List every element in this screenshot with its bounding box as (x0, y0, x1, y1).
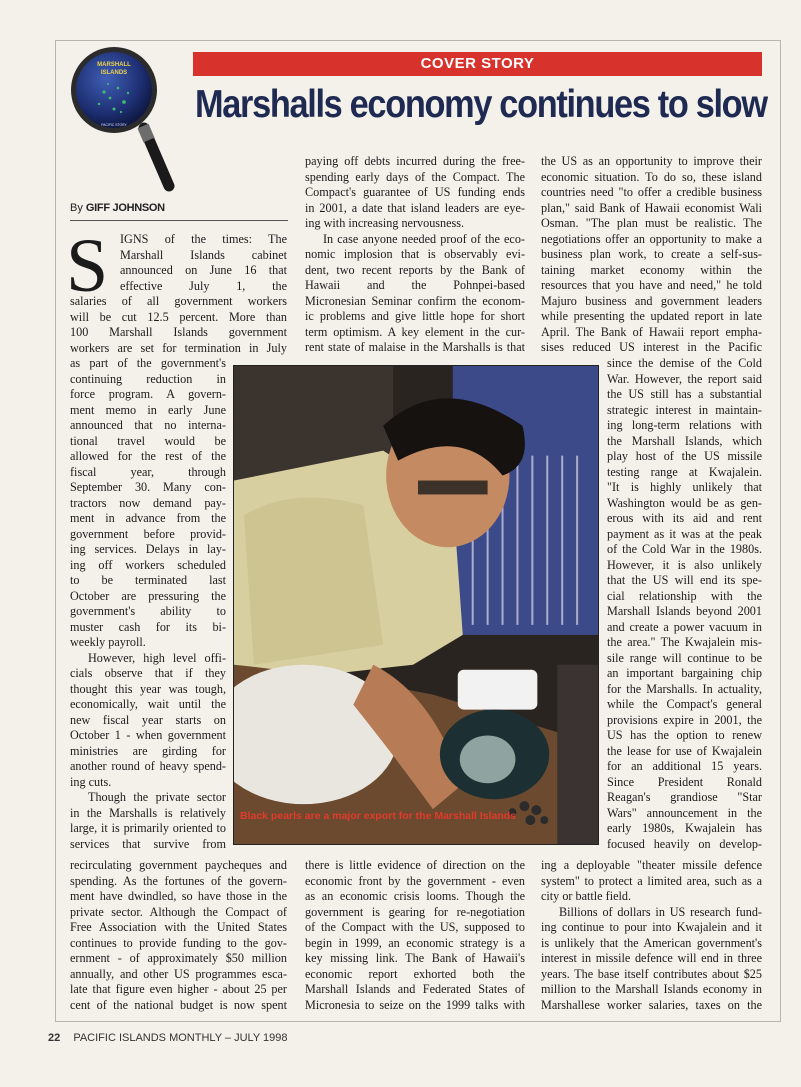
text-line: However, it is also unlikely (607, 557, 762, 572)
text-line: tional travel would be (70, 433, 226, 448)
text-line: strategic interest in maintain- (607, 402, 762, 417)
text-line: early 1980s, Kwajalein has (607, 821, 762, 835)
text-line: nomic implosion that is observably evi- (305, 247, 525, 261)
text-line: of the Compact with the US, supposed to (305, 920, 525, 934)
text-line: payment as it was at the peak (607, 526, 762, 541)
text-line: and create a power vacuum in (607, 619, 762, 634)
text-line: annually, and other US programmes esca- (70, 966, 287, 981)
text-line: economically, wait until the (70, 697, 226, 711)
text-line: focused heavily on develop- (607, 836, 762, 851)
text-line: services that survive from (70, 836, 226, 851)
text-line: in the Marshalls is relatively (70, 805, 226, 820)
text-line: economic front by the government - even (305, 873, 525, 888)
text-line: weekly payroll. (70, 635, 146, 649)
text-line: late that figure even higher - about 25 per (70, 982, 287, 996)
text-line: cials observe that if they (70, 666, 226, 680)
text-line: testing range at Kwajalein. (607, 464, 762, 479)
text-line: In case anyone needed proof of the eco- (323, 231, 525, 246)
text-line: Wars" announcement in the (607, 805, 762, 820)
text-line: April. The Bank of Hawaii report empha- (541, 324, 762, 339)
text-line: business plan work, to create a self-sus- (541, 247, 762, 261)
text-line: ing with increasing nervousness. (305, 216, 465, 230)
text-line: September 30. Many con- (70, 480, 226, 494)
text-line: in 2001, a date that island leaders are eye- (305, 200, 525, 215)
text-line: Marshall Islands and Federated States of (305, 982, 525, 996)
text-line: Marshall Islands cabinet (120, 247, 287, 262)
column-1-lead (120, 232, 287, 294)
text-line: that the US will end its spe- (607, 573, 762, 587)
text-line: will be cut 12.5 percent. More than (70, 309, 287, 324)
photo-black-pearls (233, 365, 599, 845)
text-line: sile range will continue to be (607, 650, 762, 665)
text-line: economic situation. To do so, these island (541, 169, 762, 184)
text-line: ing long-term relations with (607, 418, 762, 432)
text-line: years. The base itself contributes about $25 (541, 966, 762, 981)
column-1-continued (70, 294, 287, 356)
text-line: 100 Marshall Islands government (70, 325, 287, 339)
text-line: spending early days of the Compact. The (305, 169, 525, 184)
text-line: ernment - of approximately $50 million (70, 951, 287, 965)
byline-prefix: By (70, 202, 83, 214)
text-line: allowed for the rest of the (70, 449, 226, 463)
text-line: plan," said Bank of Hawaii economist Wali (541, 200, 762, 215)
text-line: the US as an opportunity to improve their (541, 154, 762, 168)
text-line: the area." The Kwajalein mis- (607, 635, 762, 649)
text-line: tractors now demand pay- (70, 495, 226, 510)
text-line: ment memo in early June (70, 402, 226, 417)
text-line: provisions expire in 2001, the (607, 712, 762, 727)
text-line: recirculating government paycheques and (70, 858, 287, 872)
text-line: another round of heavy spend- (70, 759, 226, 773)
column-1-wide (70, 858, 287, 1013)
magnifying-glass-map-icon (66, 46, 176, 192)
text-line: government's ability to (70, 604, 226, 618)
text-line: ic problems and give little hope for short (305, 309, 525, 323)
section-label: COVER STORY (193, 52, 762, 76)
text-line: Since President Ronald (607, 774, 762, 789)
column-2-bottom (305, 858, 525, 1013)
text-line: negotiations offer an opportunity to make a (541, 231, 762, 246)
byline-rule (70, 220, 288, 221)
text-line: ing services. Delays in lay- (70, 542, 226, 556)
text-line: October are pressuring the (70, 588, 226, 603)
text-line: while the Compact's general (607, 697, 762, 711)
text-line: dent, two recent reports by the Bank of (305, 262, 525, 277)
text-line: play host of the US missile (607, 449, 762, 463)
text-line: workers are set for termination in July (70, 340, 287, 355)
text-line: private sector. Although the Compact of (70, 904, 287, 919)
text-line: is unlikely that the American government's (541, 935, 762, 950)
text-line: ministries are girding for (70, 743, 226, 758)
column-3-bottom (541, 858, 762, 1013)
text-line: cent of the national budget is now spent (70, 997, 287, 1012)
text-line: as part of the government's (70, 356, 226, 370)
text-line: ing off workers scheduled (70, 557, 226, 572)
text-line: Majuro business and government leaders (541, 293, 762, 308)
column-1-narrow (70, 356, 226, 852)
column-2-top (305, 154, 525, 356)
text-line: government before provid- (70, 526, 226, 541)
text-line: large, it is primarily oriented to (70, 821, 226, 835)
text-line: fiscal year, through (70, 464, 226, 479)
text-line: countries need "to offer a credible business (541, 185, 762, 199)
text-line: Marshall Islands beyond 2001 (607, 604, 762, 618)
drop-cap: S (66, 224, 109, 308)
text-line: announced that no interna- (70, 418, 226, 432)
text-line: interest in missile defence will end in three (541, 951, 762, 965)
text-line: while presenting the updated report in late (541, 309, 762, 323)
text-line: the Marshall Islands, which (607, 433, 762, 448)
text-line: the lease for use of Kwajalein (607, 743, 762, 758)
text-line: Osman. "The plan must be realistic. The (541, 216, 762, 230)
text-line: there is little evidence of direction on the (305, 858, 525, 872)
text-line: Billions of dollars in US research fund- (559, 904, 762, 919)
text-line: spending. As the fortunes of the govern- (70, 873, 287, 888)
text-line: Micronesia to seize on the 1999 talks with (305, 997, 525, 1012)
text-line: Marshallese worker salaries, taxes on the (541, 997, 762, 1012)
text-line: begin in 1999, an economic strategy is a (305, 935, 525, 950)
text-line: Compact's guarantee of US funding ends (305, 185, 525, 199)
svg-text:ISLANDS: ISLANDS (100, 70, 128, 76)
text-line: War. However, the report said (607, 371, 762, 386)
text-line: sises reduced US interest in the Pacific (541, 340, 762, 354)
column-3-narrow (607, 356, 762, 852)
page-footer (48, 1032, 287, 1044)
text-line: million to the Marshall Islands economy in (541, 982, 762, 996)
text-line: the US still has a substantial (607, 387, 762, 401)
text-line: taining market economy within the (541, 262, 762, 277)
column-3-top (541, 154, 762, 356)
text-line: Hawaii and the Pohnpei-based (305, 278, 525, 292)
headline: Marshalls economy continues to slow (195, 83, 767, 126)
text-line: continuing reduction in (70, 371, 226, 386)
text-line: as an economic crisis looms. Though the (305, 889, 525, 903)
text-line: resources that you have and need," he told (541, 278, 762, 292)
text-line: paying off debts incurred during the free- (305, 154, 525, 168)
text-line: muster cash for its bi- (70, 619, 226, 634)
text-line: "It is highly unlikely that (607, 480, 762, 494)
text-line: Though the private sector (88, 790, 226, 804)
text-line: an important bargaining chip (607, 666, 762, 680)
text-line: ment have dwindled, so have those in the (70, 889, 287, 903)
text-line: government is gearing for re-negotiation (305, 904, 525, 919)
photo-caption: Black pearls are a major export for the Marshall Islands (240, 810, 517, 822)
text-line: salaries of all government workers (70, 294, 287, 308)
page-number: 22 (48, 1032, 61, 1044)
text-line: ing a deployable "theater missile defence (541, 858, 762, 872)
text-line: term optimism. A key element in the cur- (305, 324, 525, 339)
byline-author: GIFF JOHNSON (85, 202, 165, 214)
text-line: ment in advance from the (70, 511, 226, 525)
text-line: ing continue to pour into Kwajalein and it (541, 920, 762, 934)
logo-sub: PACIFIC STORY (101, 123, 127, 127)
text-line: IGNS of the times: The (120, 232, 287, 246)
text-line: city or battle field. (541, 889, 632, 903)
text-line: key missing link. The Bank of Hawaii's (305, 951, 525, 965)
text-line: Micronesian Seminar confirm the econom- (305, 293, 525, 308)
text-line: announced on June 16 that (120, 263, 287, 277)
text-line: of the Cold War in the 1980s. (607, 542, 762, 556)
text-line: October 1 - when government (70, 728, 226, 742)
text-line: rent state of malaise in the Marshalls is that (305, 340, 525, 354)
text-line: cial relationship with the (607, 588, 762, 603)
text-line: Free Association with the United States (70, 920, 287, 934)
text-line: for an additional 15 years. (607, 759, 762, 773)
text-line: economic report exhorted both the (305, 966, 525, 981)
text-line: Reagan's grandiose "Star (607, 790, 762, 804)
text-line: US has the option to renew (607, 728, 762, 742)
text-line: continues to provide funding to the gov- (70, 935, 287, 950)
publication-line: PACIFIC ISLANDS MONTHLY – JULY 1998 (73, 1032, 288, 1044)
text-line: new fiscal year starts on (70, 712, 226, 727)
logo-title: MARSHALL (97, 62, 131, 68)
text-line: for the Marshalls. In actuality, (607, 681, 762, 696)
text-line: to be terminated last (70, 573, 226, 587)
text-line: thought this year was tough, (70, 681, 226, 696)
text-line: since the demise of the Cold (607, 356, 762, 370)
text-line: ing cuts. (70, 774, 112, 789)
text-line: effective July 1, the (120, 278, 287, 293)
byline (70, 202, 165, 214)
text-line: erous with its aid and rent (607, 511, 762, 525)
text-line: system" to protect a limited area, such as a (541, 873, 762, 888)
text-line: Washington would be as gen- (607, 495, 762, 510)
text-line: However, high level offi- (88, 650, 226, 665)
text-line: force program. A govern- (70, 387, 226, 401)
